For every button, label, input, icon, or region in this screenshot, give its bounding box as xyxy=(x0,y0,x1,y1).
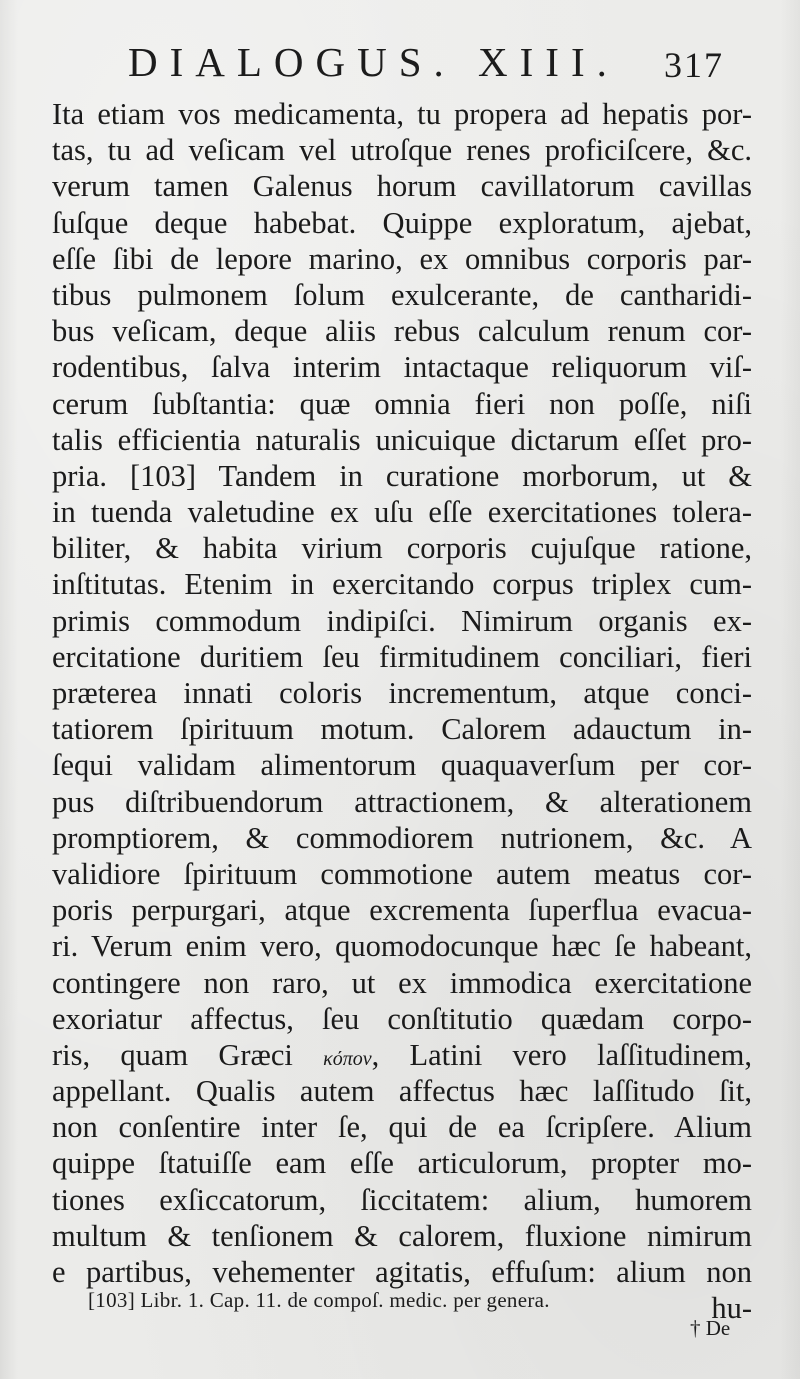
text-line: Ita etiam vos medicamenta, tu propera ad hepatis por- xyxy=(52,97,752,131)
text-line: non conſentire inter ſe, qui de ea ſcripſere. Alium xyxy=(52,1110,752,1145)
text-line: tiones exſiccatorum, ſiccitatem: alium, humorem xyxy=(52,1182,752,1217)
text-line: bus veſicam, deque aliis rebus calculum renum cor- xyxy=(52,314,752,349)
text-line: ſuſque deque habebat. Quippe exploratum, ajebat, xyxy=(52,205,752,240)
text-line: multum & tenſionem & calorem, fluxione nimirum xyxy=(52,1218,752,1253)
text-line: in tuenda valetudine ex uſu eſſe exercitationes tolera- xyxy=(52,495,752,530)
text-line: contingere non raro, ut ex immodica exercitatione xyxy=(52,965,752,1000)
catchword: † De xyxy=(690,1316,731,1340)
text-line: appellant. Qualis autem affectus hæc laſſitudo ſit, xyxy=(52,1074,752,1109)
text-line: quippe ſtatuiſſe eam eſſe articulorum, propter mo- xyxy=(52,1146,752,1181)
footnote: [103] Libr. 1. Cap. 11. de compoſ. medic. per genera. xyxy=(88,1288,550,1312)
text-line: ercitatione duritiem ſeu firmitudinem conciliari, fieri xyxy=(52,639,752,674)
text-line: biliter, & habita virium corporis cujuſque ratione, xyxy=(52,531,752,566)
text-line: verum tamen Galenus horum cavillatorum cavillas xyxy=(52,169,752,204)
text-line: ri. Verum enim vero, quomodocunque hæc ſe habeant, xyxy=(52,929,752,964)
text-line: tatiorem ſpirituum motum. Calorem adauctum in- xyxy=(52,712,752,747)
text-line: e partibus, vehementer agitatis, effuſum: alium non xyxy=(52,1255,752,1289)
page-number: 317 xyxy=(664,45,724,85)
text-line: inſtitutas. Etenim in exercitando corpus triplex cum- xyxy=(52,567,752,602)
text-line: hu- xyxy=(711,1291,752,1326)
text-line: cerum ſubſtantia: quæ omnia fieri non poſſe, niſi xyxy=(52,386,752,421)
text-line: pria. [103] Tandem in curatione morborum, ut & xyxy=(52,458,752,493)
text-line: talis efficientia naturalis unicuique dictarum eſſet pro- xyxy=(52,422,752,457)
text-line: rodentibus, ſalva interim intactaque reliquorum viſ- xyxy=(52,350,752,385)
text-line: ris, quam Græci κόπον, Latini vero laſſitudinem, xyxy=(52,1037,752,1072)
text-line: primis commodum indipiſci. Nimirum organis ex- xyxy=(52,603,752,638)
page-header xyxy=(0,38,800,94)
text-line: validiore ſpirituum commotione autem meatus cor- xyxy=(52,856,752,891)
greek-word: κόπον xyxy=(323,1047,372,1070)
text-line: tibus pulmonem ſolum exulcerante, de cantharidi- xyxy=(52,277,752,312)
text-line: præterea innati coloris incrementum, atque conci- xyxy=(52,676,752,710)
body-text xyxy=(52,96,752,1326)
running-title: DIALOGUS. XIII. xyxy=(128,39,619,85)
text-line: exoriatur affectus, ſeu conſtitutio quædam corpo- xyxy=(52,1001,752,1036)
text-line: poris perpurgari, atque excrementa ſuperflua evacua- xyxy=(52,893,752,928)
text-line: promptiorem, & commodiorem nutrionem, &c. A xyxy=(52,820,752,855)
text-line: ſequi validam alimentorum quaquaverſum per cor- xyxy=(52,748,752,783)
text-line: tas, tu ad veſicam vel utroſque renes proficiſcere, &c. xyxy=(52,133,752,168)
text-line: eſſe ſibi de lepore marino, ex omnibus corporis par- xyxy=(52,241,752,276)
text-line: pus diſtribuendorum attractionem, & alterationem xyxy=(52,784,752,819)
